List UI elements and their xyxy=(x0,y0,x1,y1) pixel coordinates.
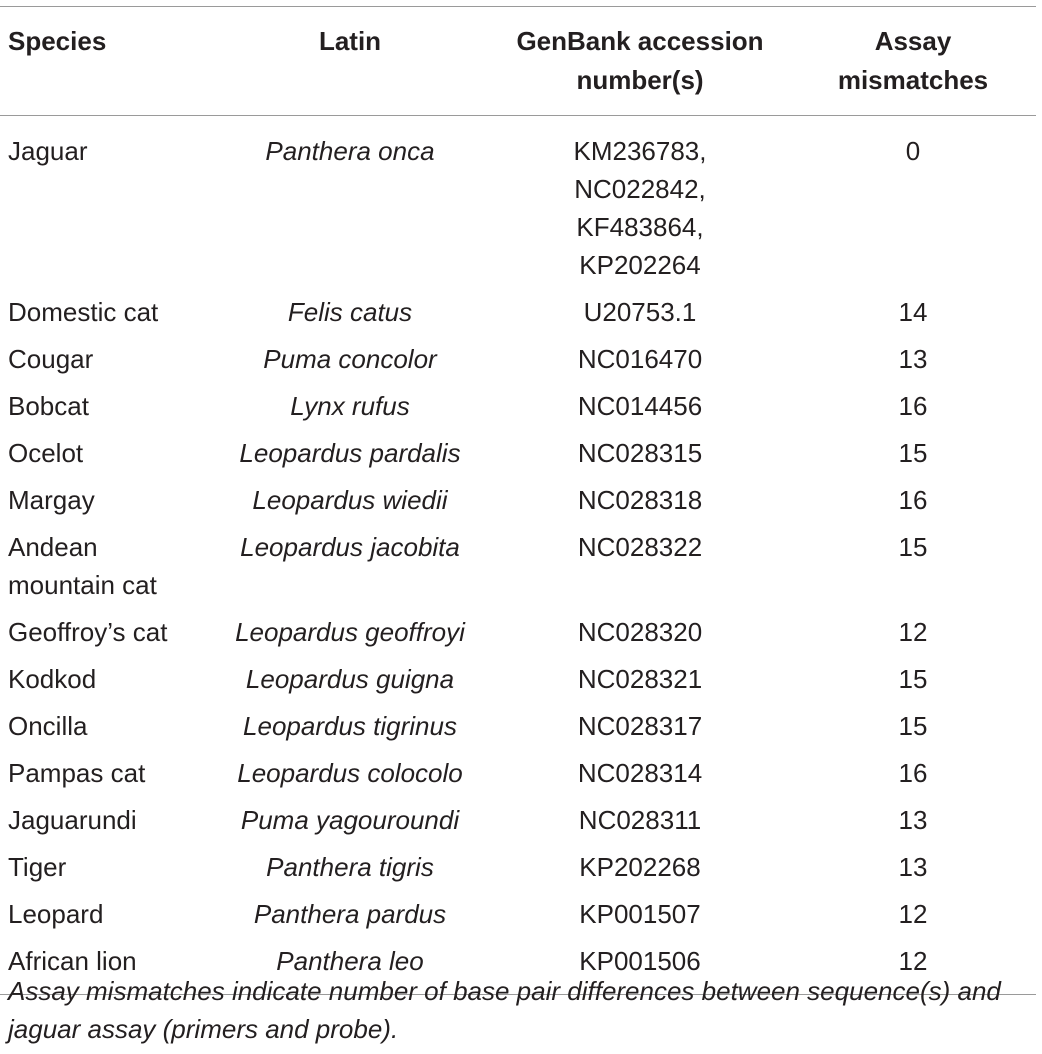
cell-latin: Leopardus guigna xyxy=(245,664,455,694)
cell-mismatches: 12 xyxy=(898,899,928,929)
cell-species: Bobcat xyxy=(8,391,89,421)
cell-species: Oncilla xyxy=(8,711,88,741)
header-genbank xyxy=(490,7,790,116)
cell-latin: Puma concolor xyxy=(263,344,437,374)
cell-accession: KP202268 xyxy=(579,852,701,882)
header-species: Species xyxy=(8,26,107,56)
cell-mismatches: 15 xyxy=(898,438,928,468)
header-row xyxy=(0,7,1036,116)
cell-species: Tiger xyxy=(8,852,67,882)
species-table xyxy=(0,6,1036,995)
cell-mismatches: 0 xyxy=(905,136,921,166)
table-row xyxy=(0,524,1036,609)
table-footnote: Assay mismatches indicate number of base pair differences between sequence(s) and jaguar assay (primers and probe). xyxy=(8,976,1001,1044)
header-genbank-line1: GenBank accession xyxy=(516,26,764,56)
header-assay-line2: mismatches xyxy=(837,65,989,95)
cell-accession: NC028318 xyxy=(577,485,703,515)
cell-species: Leopard xyxy=(8,899,104,929)
cell-accession: NC028322 xyxy=(577,532,703,562)
cell-latin: Leopardus pardalis xyxy=(239,438,461,468)
cell-accession: NC028317 xyxy=(577,711,703,741)
cell-accession: NC028315 xyxy=(577,438,703,468)
cell-species: Geoffroy’s cat xyxy=(8,617,168,647)
table-row xyxy=(0,797,1036,844)
table-row xyxy=(0,609,1036,656)
cell-latin: Panthera leo xyxy=(276,946,424,976)
cell-latin: Leopardus colocolo xyxy=(237,758,463,788)
table-row xyxy=(0,477,1036,524)
table-row xyxy=(0,750,1036,797)
cell-latin: Lynx rufus xyxy=(290,391,410,421)
cell-species: Margay xyxy=(8,485,95,515)
cell-species: Andean mountain cat xyxy=(8,532,157,600)
cell-accession: NC028311 xyxy=(578,805,702,835)
table-row xyxy=(0,703,1036,750)
cell-accession: NC014456 xyxy=(577,391,703,421)
table-row xyxy=(0,891,1036,938)
table-header xyxy=(0,7,1036,116)
cell-species: Domestic cat xyxy=(8,297,159,327)
cell-species: Jaguar xyxy=(8,136,88,166)
cell-accession: NC028321 xyxy=(577,664,703,694)
cell-accession: NC028320 xyxy=(577,617,703,647)
cell-latin: Leopardus jacobita xyxy=(240,532,460,562)
cell-mismatches: 16 xyxy=(898,485,928,515)
cell-latin: Puma yagouroundi xyxy=(240,805,460,835)
cell-mismatches: 16 xyxy=(898,391,928,421)
cell-latin: Leopardus wiedii xyxy=(252,485,448,515)
header-assay-mismatches xyxy=(790,7,1036,116)
cell-mismatches: 16 xyxy=(898,758,928,788)
cell-accession: KP001507 xyxy=(579,899,701,929)
table-row xyxy=(0,656,1036,703)
cell-species: Ocelot xyxy=(8,438,84,468)
cell-accession: U20753.1 xyxy=(583,297,697,327)
cell-species: Kodkod xyxy=(8,664,97,694)
table-row xyxy=(0,289,1036,336)
cell-accession: KP001506 xyxy=(579,946,701,976)
cell-latin: Panthera tigris xyxy=(266,852,434,882)
cell-latin: Panthera onca xyxy=(265,136,435,166)
cell-latin: Felis catus xyxy=(287,297,413,327)
table-row xyxy=(0,430,1036,477)
cell-accession: NC028314 xyxy=(577,758,703,788)
cell-mismatches: 12 xyxy=(898,617,928,647)
cell-accession: KM236783, NC022842, KF483864, KP202264 xyxy=(573,136,707,280)
cell-mismatches: 15 xyxy=(898,664,928,694)
cell-species: Jaguarundi xyxy=(8,805,137,835)
cell-mismatches: 14 xyxy=(898,297,928,327)
table-row xyxy=(0,116,1036,290)
cell-mismatches: 13 xyxy=(898,805,928,835)
cell-mismatches: 15 xyxy=(898,532,928,562)
cell-mismatches: 13 xyxy=(898,852,928,882)
cell-latin: Leopardus tigrinus xyxy=(243,711,457,741)
cell-species: African lion xyxy=(8,946,137,976)
cell-latin: Leopardus geoffroyi xyxy=(235,617,465,647)
table-row xyxy=(0,844,1036,891)
header-latin: Latin xyxy=(318,26,382,56)
header-genbank-line2: number(s) xyxy=(576,65,704,95)
table-body xyxy=(0,116,1036,995)
header-assay-line1: Assay xyxy=(874,26,952,56)
table-row xyxy=(0,336,1036,383)
cell-species: Cougar xyxy=(8,344,94,374)
cell-mismatches: 15 xyxy=(898,711,928,741)
cell-mismatches: 12 xyxy=(898,946,928,976)
cell-mismatches: 13 xyxy=(898,344,928,374)
cell-accession: NC016470 xyxy=(577,344,703,374)
table-row xyxy=(0,383,1036,430)
cell-species: Pampas cat xyxy=(8,758,146,788)
cell-latin: Panthera pardus xyxy=(253,899,447,929)
